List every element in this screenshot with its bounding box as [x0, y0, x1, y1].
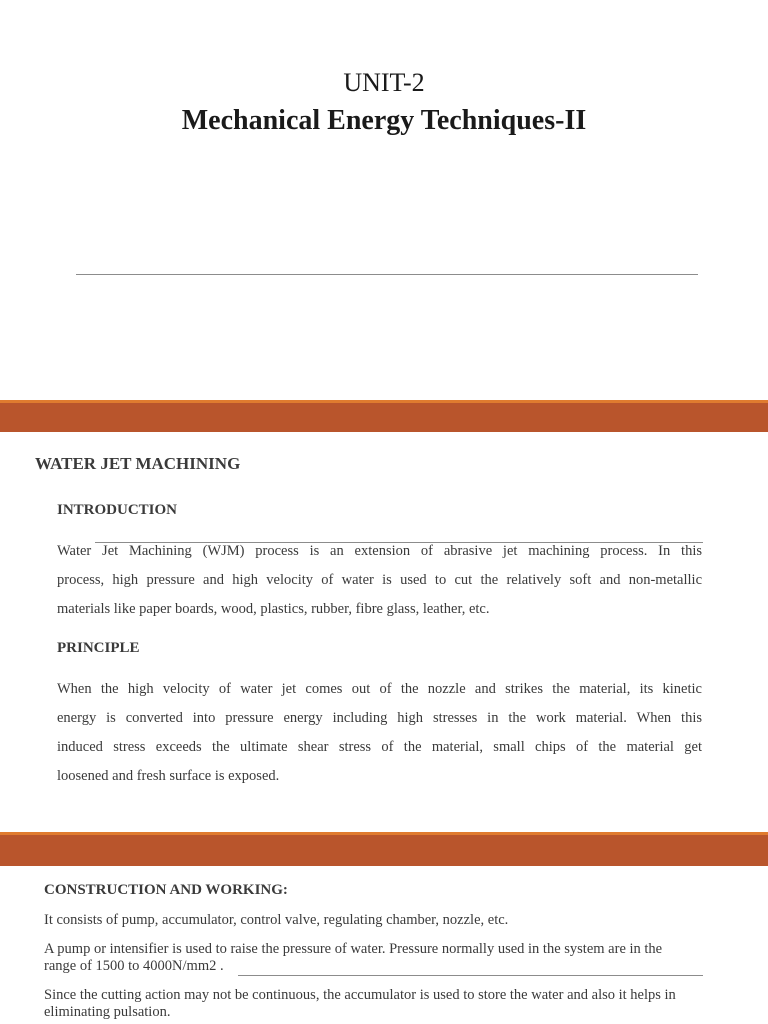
page-separator-highlight	[0, 400, 768, 403]
text-line: eliminating pulsation.	[44, 1004, 171, 1020]
page-3	[0, 866, 768, 1024]
introduction-heading: INTRODUCTION	[57, 502, 178, 518]
text-line: materials like paper boards, wood, plastics, rubber, fibre glass, leather, etc.	[57, 601, 490, 617]
construction-paragraph-2	[44, 941, 744, 975]
text-line: process, high pressure and high velocity of water is used to cut the relatively soft and non-metallic	[57, 572, 702, 588]
construction-paragraph-1: It consists of pump, accumulator, control valve, regulating chamber, nozzle, etc.	[44, 912, 509, 928]
principle-paragraph	[57, 675, 702, 791]
title-divider	[76, 274, 698, 275]
page-separator-highlight	[0, 832, 768, 835]
page-2	[0, 432, 768, 832]
text-line: A pump or intensifier is used to raise the pressure of water. Pressure normally used in the system are in the	[44, 941, 663, 957]
unit-label: UNIT-2	[343, 68, 425, 97]
introduction-paragraph	[57, 537, 702, 624]
construction-heading: CONSTRUCTION AND WORKING:	[44, 882, 288, 898]
page-separator	[0, 400, 768, 432]
section-heading: WATER JET MACHINING	[35, 454, 241, 473]
text-line: When the high velocity of water jet comes out of the nozzle and strikes the material, its kinetic	[57, 681, 702, 697]
text-line: Water Jet Machining (WJM) process is an extension of abrasive jet machining process. In this	[57, 543, 702, 559]
construction-paragraph-3	[44, 987, 744, 1021]
header-rule	[238, 975, 703, 976]
page-1	[0, 0, 768, 400]
text-line: range of 1500 to 4000N/mm2 .	[44, 958, 224, 974]
text-line: induced stress exceeds the ultimate shear stress of the material, small chips of the material get	[57, 739, 702, 755]
page-separator	[0, 832, 768, 866]
text-line: Since the cutting action may not be continuous, the accumulator is used to store the water and also it helps in	[44, 987, 676, 1003]
text-line: energy is converted into pressure energy including high stresses in the work material. When this	[57, 710, 702, 726]
document-title: Mechanical Energy Techniques-II	[181, 105, 587, 136]
principle-heading: PRINCIPLE	[57, 640, 140, 656]
text-line: loosened and fresh surface is exposed.	[57, 768, 280, 784]
